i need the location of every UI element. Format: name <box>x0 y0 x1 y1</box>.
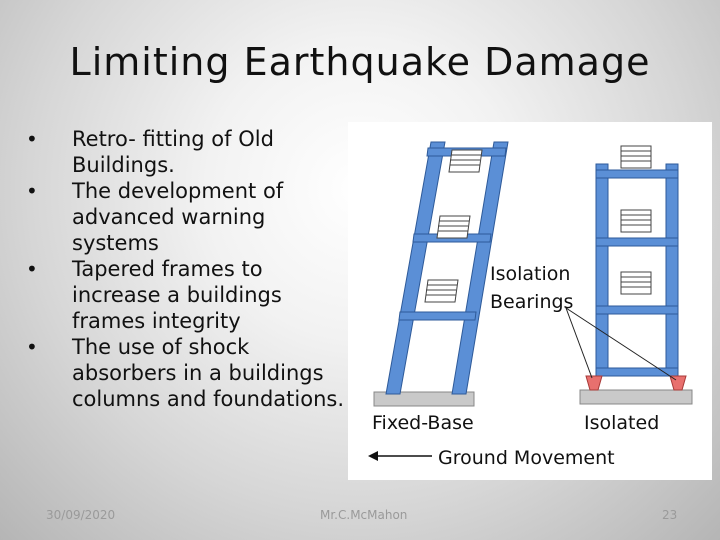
fixed-window <box>425 280 458 302</box>
bullet-text: Tapered frames to increase a buildings frames integrity <box>72 257 282 333</box>
slide-number: 23 <box>662 508 678 522</box>
isolated-base-beam <box>596 368 678 376</box>
bullet-dot: • <box>26 335 38 359</box>
bullet-item <box>26 256 346 334</box>
isolated-building <box>580 146 692 404</box>
footer-author: Mr.C.McMahon <box>320 508 408 522</box>
ground-movement-label: Ground Movement <box>438 447 615 469</box>
leader-line-left <box>566 308 592 378</box>
bullet-dot: • <box>26 179 38 203</box>
isolated-right-column <box>666 164 678 376</box>
bullet-item <box>26 334 346 412</box>
ground-arrow-head <box>368 451 378 461</box>
bullet-text: The development of advanced warning systems <box>72 179 284 255</box>
isolated-label: Isolated <box>584 412 660 434</box>
fixed-base-building <box>374 142 508 406</box>
fixed-floor-beam <box>399 312 476 320</box>
bullet-item <box>26 126 346 178</box>
isolation-bearing-left <box>586 376 602 390</box>
bullet-dot: • <box>26 127 38 151</box>
bullet-text: The use of shock absorbers in a buildings columns and foundations. <box>72 335 345 411</box>
bullet-item <box>26 178 346 256</box>
isolation-label: Isolation <box>490 263 571 285</box>
fixed-left-column <box>386 142 445 394</box>
isolated-roof-beam <box>596 170 678 178</box>
isolated-floor-beam <box>596 306 678 314</box>
bearings-label: Bearings <box>490 291 574 313</box>
bullet-list <box>26 126 346 412</box>
bullet-text: Retro- fitting of Old Buildings. <box>72 127 274 177</box>
fixed-window <box>449 150 482 172</box>
isolated-window <box>621 272 651 294</box>
isolated-window <box>621 210 651 232</box>
isolated-window <box>621 146 651 168</box>
bullet-dot: • <box>26 257 38 281</box>
fixed-window <box>437 216 470 238</box>
isolation-diagram-svg <box>348 122 712 480</box>
isolated-left-column <box>596 164 608 376</box>
slide-title: Limiting Earthquake Damage <box>69 40 651 84</box>
isolated-floor-beam <box>596 238 678 246</box>
footer-date: 30/09/2020 <box>46 508 116 522</box>
isolated-foundation <box>580 390 692 404</box>
isolation-diagram <box>348 122 712 480</box>
fixed-base-label: Fixed-Base <box>372 412 474 434</box>
